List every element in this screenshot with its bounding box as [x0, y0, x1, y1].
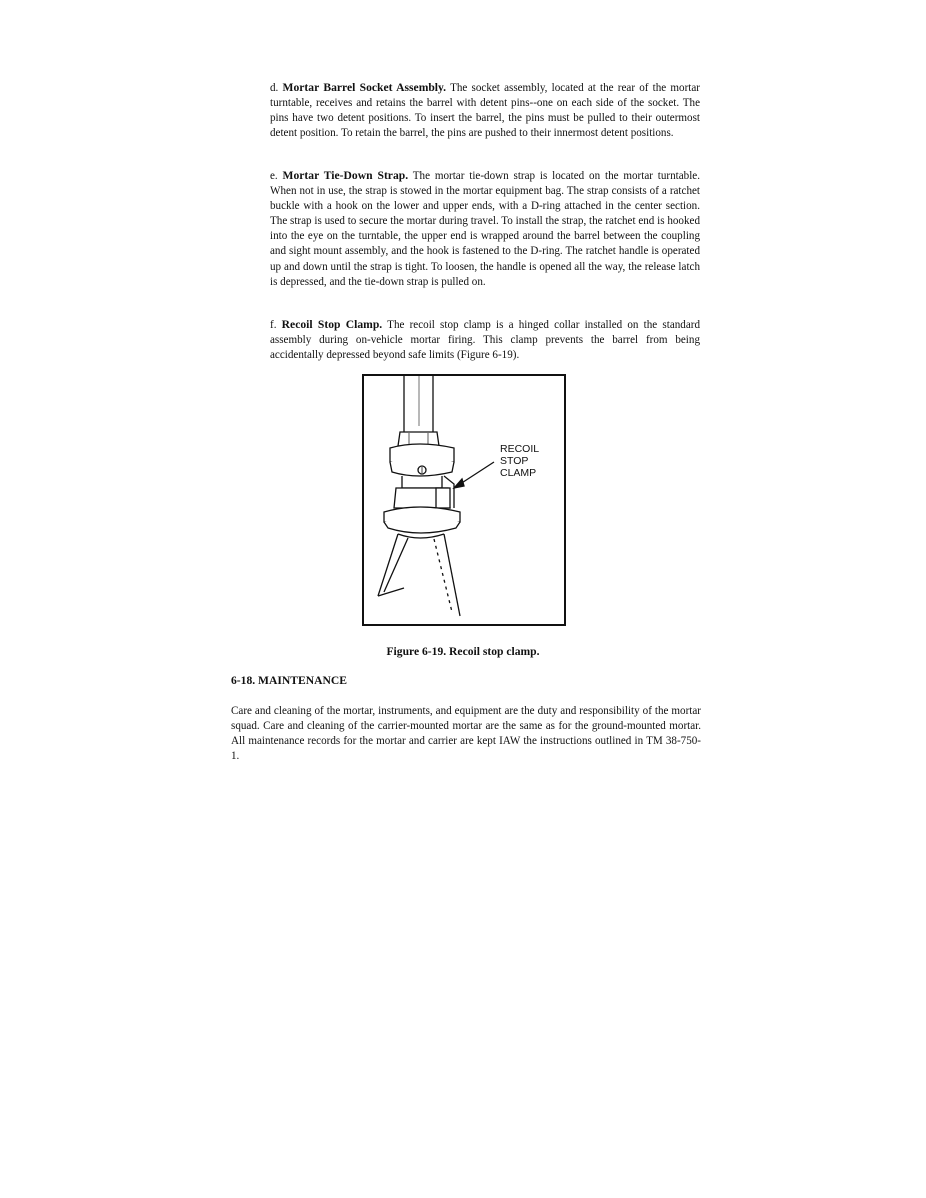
figure-recoil-stop-clamp: [362, 374, 566, 626]
paragraph-title: Mortar Barrel Socket Assembly.: [282, 81, 447, 94]
clamp-hinge: [436, 488, 450, 508]
section-heading: 6-18. MAINTENANCE: [231, 674, 347, 687]
paragraph-mortar-barrel-socket-assembly: [270, 80, 700, 141]
paragraph-body: The socket assembly, located at the rear of the mortar turntable, receives and retains the barrel with detent pins--one on each side of the socket. The pins have two detent positions. To insert the barrel, the pins must be pulled to their outermost detent position. To retain the barrel, the pins are pushed to their innermost detent positions.: [270, 82, 700, 140]
callout-line-3: CLAMP: [500, 467, 537, 479]
recoil-stop-clamp-illustration: [364, 376, 564, 624]
paragraph-body: The recoil stop clamp is a hinged collar installed on the standard assembly during on-vehicle mortar firing. This clamp prevents the barrel from being accidentally depressed beyond safe limits (Figure 6-19).: [270, 319, 700, 362]
base-left-edge: [378, 534, 398, 596]
paragraph-label: f.: [270, 319, 277, 331]
paragraph-title: Mortar Tie-Down Strap.: [282, 169, 409, 182]
figure-caption: Figure 6-19. Recoil stop clamp.: [386, 645, 540, 658]
callout-line-1: RECOIL: [500, 443, 540, 455]
callout-line-2: STOP: [500, 455, 529, 467]
paragraph-label: d.: [270, 82, 279, 94]
paragraph-mortar-tie-down-strap: [270, 168, 700, 290]
paragraph-label: e.: [270, 170, 278, 182]
paragraph-title: Recoil Stop Clamp.: [281, 318, 383, 331]
callout-arrow-head: [454, 479, 464, 488]
base-right-edge: [444, 534, 460, 616]
paragraph-body: The mortar tie-down strap is located on the mortar turntable. When not in use, the strap is stowed in the mortar equipment bag. The strap consists of a ratchet buckle with a hook on the lower and upper ends, with a D-ring attached in the center section. The strap is used to secure the mortar during travel. To install the strap, the ratchet end is hooked into the eye on the turntable, the upper end is wrapped around the barrel between the coupling and sight mount assembly, and the hook is fastened to the D-ring. The ratchet handle is operated up and down until the strap is tight. To loosen, the handle is opened all the way, the release latch is depressed, and the tie-down strap is pulled on.: [270, 170, 700, 288]
paragraph-maintenance: Care and cleaning of the mortar, instruments, and equipment are the duty and responsibility of the mortar squad. Care and cleaning of the carrier-mounted mortar are the same as for the ground-mounted mortar. All maintenance records for the mortar and carrier are kept IAW the instructions outlined in TM 38-750-1.: [231, 705, 701, 763]
paragraph-recoil-stop-clamp: [270, 317, 700, 363]
